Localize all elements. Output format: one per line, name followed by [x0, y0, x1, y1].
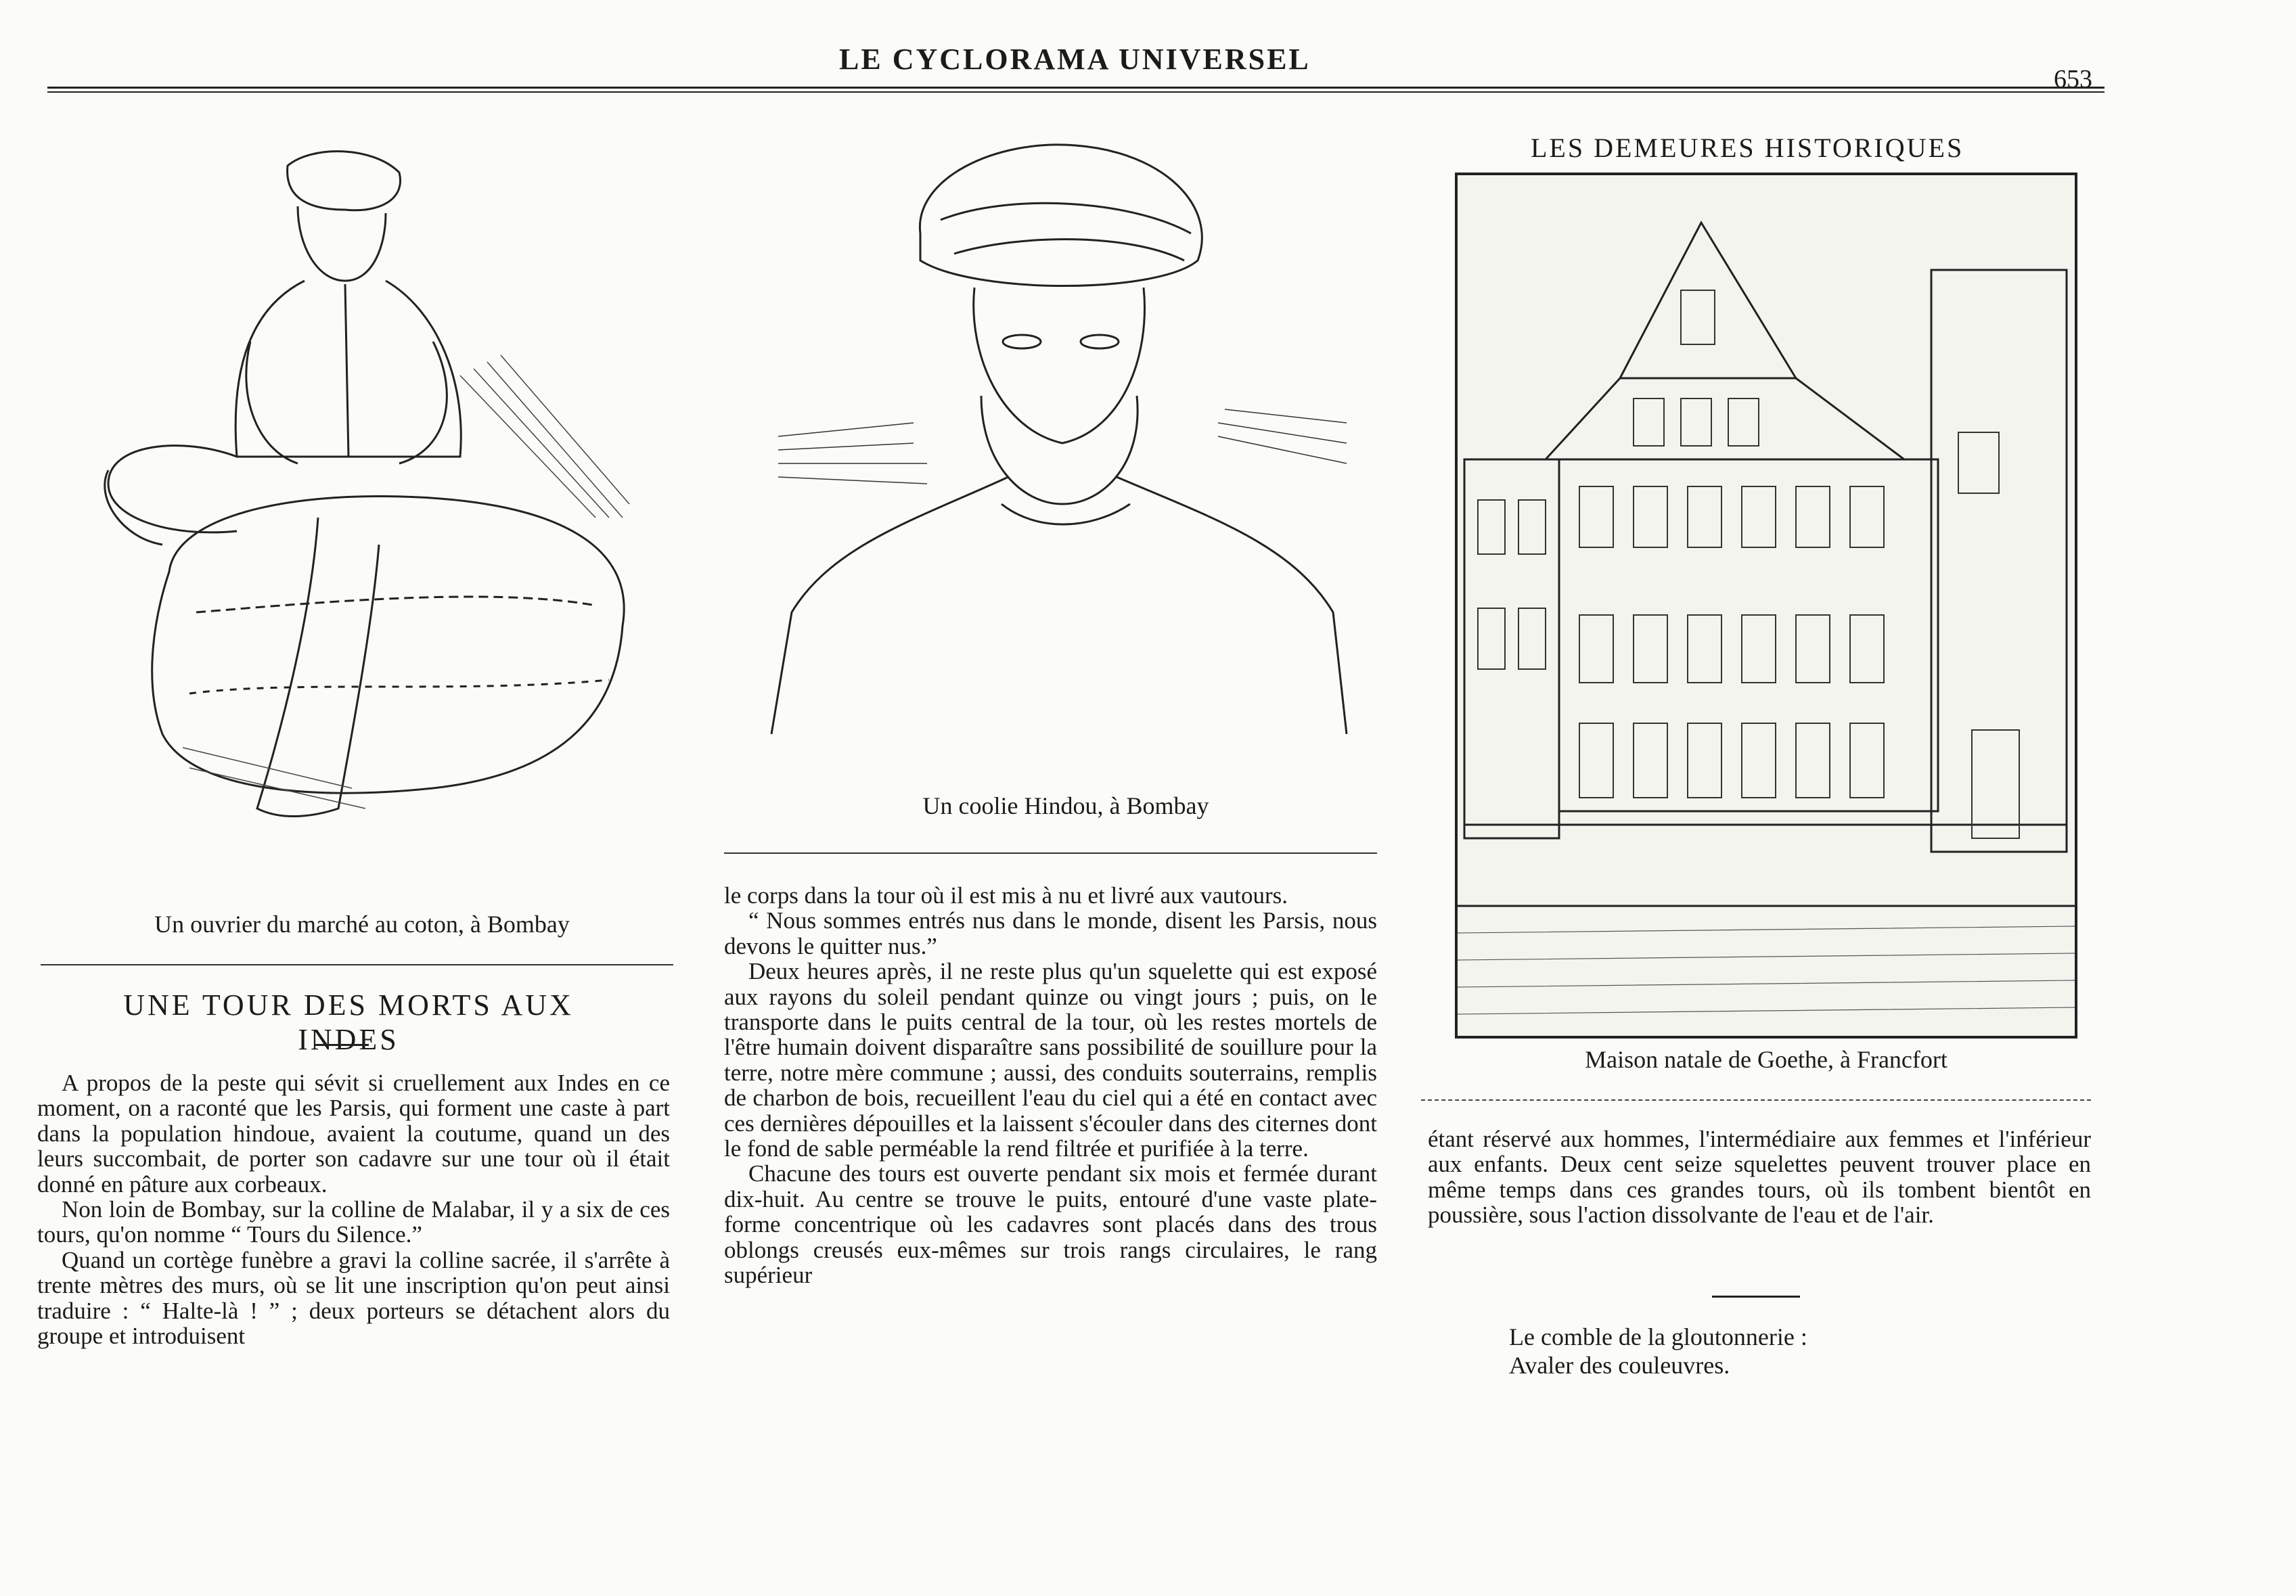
- col3-paragraph-1: étant réservé aux hommes, l'intermédiaire aux femmes et l'inférieur aux enfants. Deux cent seize squelettes peuvent trouver place en même temps dans ces grandes tours, où ils tombent bientôt en poussière, sous l'action dissolvante de l'eau et de l'air.: [1428, 1126, 2091, 1229]
- page-number: 653: [2054, 65, 2092, 93]
- caption-coolie: Un coolie Hindou, à Bombay: [922, 792, 1209, 819]
- aphorism-rule: [1712, 1296, 1800, 1298]
- col2-paragraph-4: Chacune des tours est ouverte pendant six mois et fermée durant dix-huit. Au centre se trouve le puits, entouré d'une vaste plate-forme concentrique où les cadavres sont placés dans des trous oblongs creusés eux-mêmes sur trois rangs circulaires, le rang supérieur: [724, 1160, 1377, 1289]
- illustration-goethe-house: [1455, 173, 2077, 1039]
- col2-paragraph-2: “ Nous sommes entrés nus dans le monde, disent les Parsis, nous devons le quitter nus.”: [724, 907, 1377, 959]
- running-head: LE CYCLORAMA UNIVERSEL: [839, 43, 1311, 76]
- article-column-1: [37, 1070, 670, 1348]
- rule-under-caption: [41, 964, 673, 965]
- header-rule: [47, 87, 2104, 93]
- illustration-cotton-worker: [81, 139, 643, 869]
- coolie-drawing: [751, 125, 1380, 741]
- article-column-2: [724, 883, 1377, 1288]
- rule-under-goethe-caption: [1421, 1099, 2091, 1101]
- aphorism-line-1: Le comble de la gloutonnerie :: [1509, 1323, 1807, 1350]
- aphorism: [1509, 1323, 1807, 1380]
- col2-paragraph-3: Deux heures après, il ne reste plus qu'un squelette qui est exposé aux rayons du soleil pendant quinze ou vingt jours ; puis, on le transporte dans le puits central de la tour, où les restes mortels de l'être humain doivent disparaître sans possibilité de souillure pour la terre, notre mère commune ; aussi, des conduits souterrains, remplis de charbon de bois, recueillent l'eau du ciel qui a été en contact avec ces dernières dépouilles et la laissent s'écouler dans des citernes dont le fond de sable perméable la rend filtrée et purifiée à la terre.: [724, 958, 1377, 1162]
- aphorism-line-2: Avaler des couleuvres.: [1509, 1352, 1730, 1379]
- cotton-worker-drawing: [81, 139, 643, 869]
- section-title-demeures: LES DEMEURES HISTORIQUES: [1531, 133, 1964, 163]
- illustration-coolie: [751, 125, 1380, 741]
- rule-under-coolie-caption: [724, 852, 1377, 854]
- col2-paragraph-1: le corps dans la tour où il est mis à nu et livré aux vautours.: [724, 882, 1288, 909]
- col1-paragraph-2: Non loin de Bombay, sur la colline de Malabar, il y a six de ces tours, qu'on nomme “ Tours du Silence.”: [37, 1196, 670, 1248]
- goethe-house-drawing: [1458, 175, 2075, 1036]
- article-title: UNE TOUR DES MORTS AUX INDES: [123, 988, 574, 1056]
- col1-paragraph-1: A propos de la peste qui sévit si cruellement aux Indes en ce moment, on a raconté que les Parsis, qui forment une caste à part dans la population hindoue, avaient la coutume, quand un des leurs succombait, de porter son cadavre sur une tour où il était donné en pâture aux corbeaux.: [37, 1070, 670, 1198]
- title-short-rule: [315, 1044, 369, 1046]
- article-column-3: [1428, 1126, 2091, 1228]
- col1-paragraph-3: Quand un cortège funèbre a gravi la colline sacrée, il s'arrête à trente mètres des murs, où se lit une inscription qu'on peut ainsi traduire : “ Halte-là ! ” ; deux porteurs se détachent alors du groupe et introduisent: [37, 1246, 670, 1350]
- caption-goethe-house: Maison natale de Goethe, à Francfort: [1585, 1046, 1948, 1073]
- caption-cotton-worker: Un ouvrier du marché au coton, à Bombay: [154, 911, 570, 938]
